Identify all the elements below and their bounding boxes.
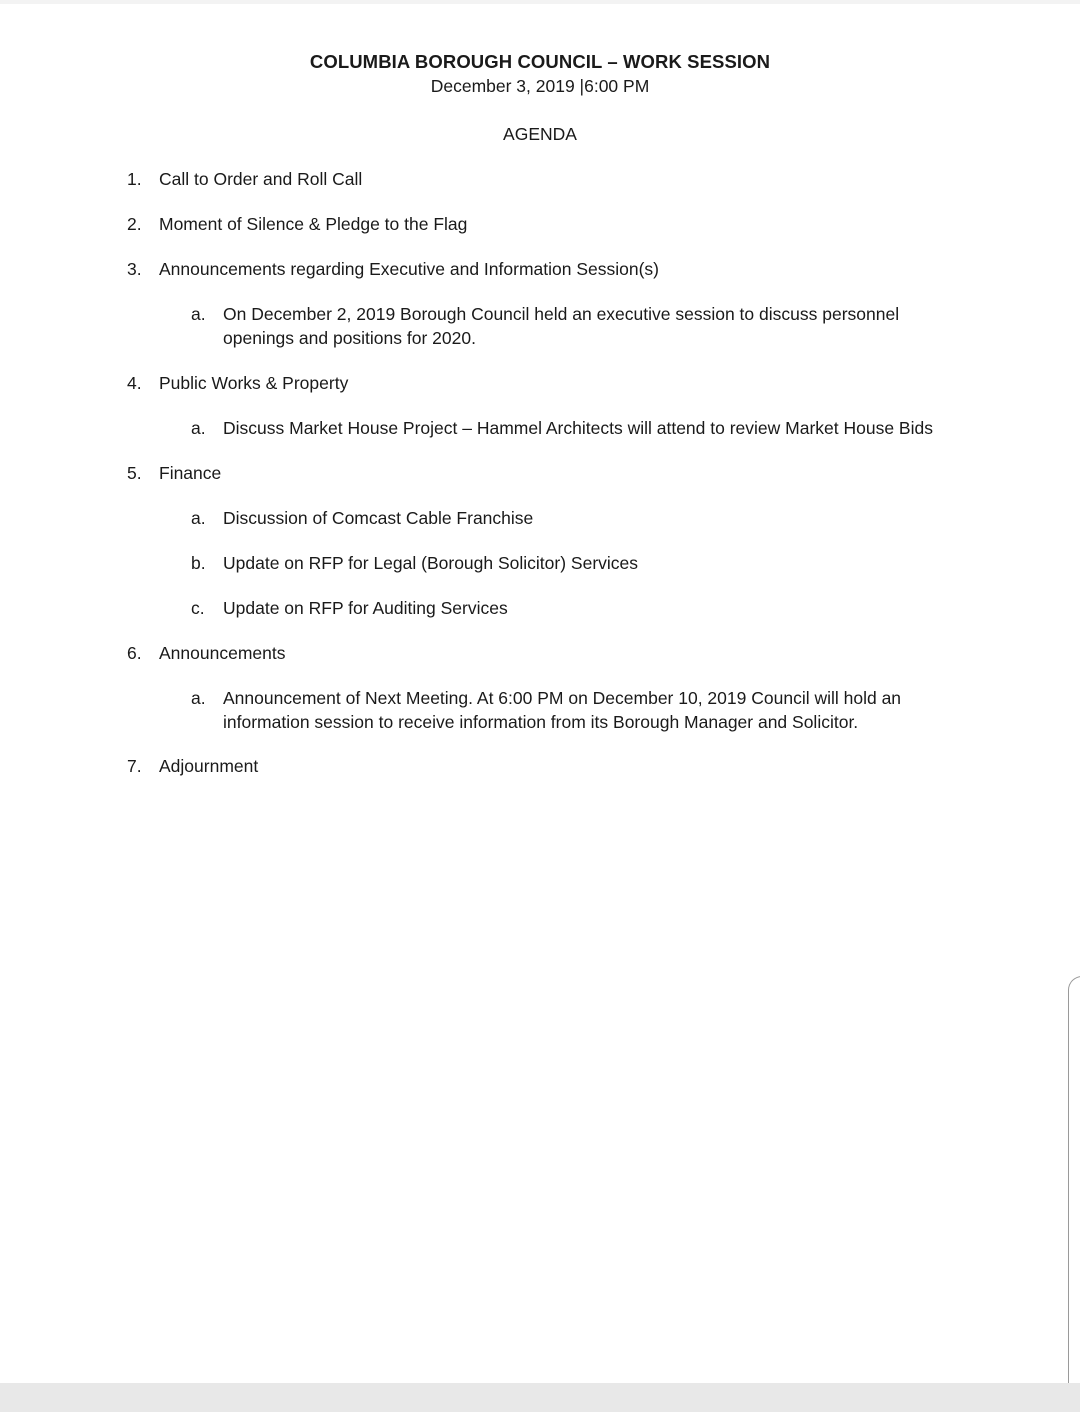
- item-number: 2.: [127, 214, 142, 234]
- subitem-text: Update on RFP for Auditing Services: [223, 598, 508, 618]
- subitem-text: Discussion of Comcast Cable Franchise: [223, 508, 534, 528]
- subitem-letter: a.: [191, 688, 206, 708]
- item-text: Adjournment: [159, 756, 259, 776]
- bottom-bar: [0, 1383, 1080, 1412]
- subitem-text: On December 2, 2019 Borough Council held an executive session to discuss personnel openings and positions for 2020.: [223, 304, 900, 348]
- item-number: 6.: [127, 643, 142, 663]
- item-text: Announcements regarding Executive and Information Session(s): [159, 259, 659, 279]
- agenda-heading: AGENDA: [503, 124, 577, 144]
- item-number: 5.: [127, 463, 142, 483]
- item-number: 4.: [127, 373, 142, 393]
- subitem-letter: b.: [191, 553, 206, 573]
- top-divider: [0, 0, 1080, 4]
- item-number: 3.: [127, 259, 142, 279]
- document-title: COLUMBIA BOROUGH COUNCIL – WORK SESSION: [309, 51, 771, 72]
- subitem-letter: c.: [191, 598, 205, 618]
- item-text: Moment of Silence & Pledge to the Flag: [159, 214, 468, 234]
- item-text: Call to Order and Roll Call: [159, 169, 363, 189]
- subitem-text: Update on RFP for Legal (Borough Solicitor) Services: [223, 553, 639, 573]
- scroll-handle[interactable]: [1068, 976, 1080, 1404]
- item-number: 7.: [127, 756, 142, 776]
- meeting-date: December 3, 2019 |6:00 PM: [430, 76, 650, 96]
- subitem-text: Discuss Market House Project – Hammel Architects will attend to review Market House Bids: [223, 418, 933, 438]
- subitem-text: Announcement of Next Meeting. At 6:00 PM on December 10, 2019 Council will hold an information session to receive information from its Borough Manager and Solicitor.: [223, 688, 902, 732]
- item-text: Public Works & Property: [159, 373, 349, 393]
- subitem-letter: a.: [191, 418, 206, 438]
- subitem-letter: a.: [191, 304, 206, 324]
- item-text: Announcements: [159, 643, 286, 663]
- item-number: 1.: [127, 169, 142, 189]
- subitem-letter: a.: [191, 508, 206, 528]
- item-text: Finance: [159, 463, 222, 483]
